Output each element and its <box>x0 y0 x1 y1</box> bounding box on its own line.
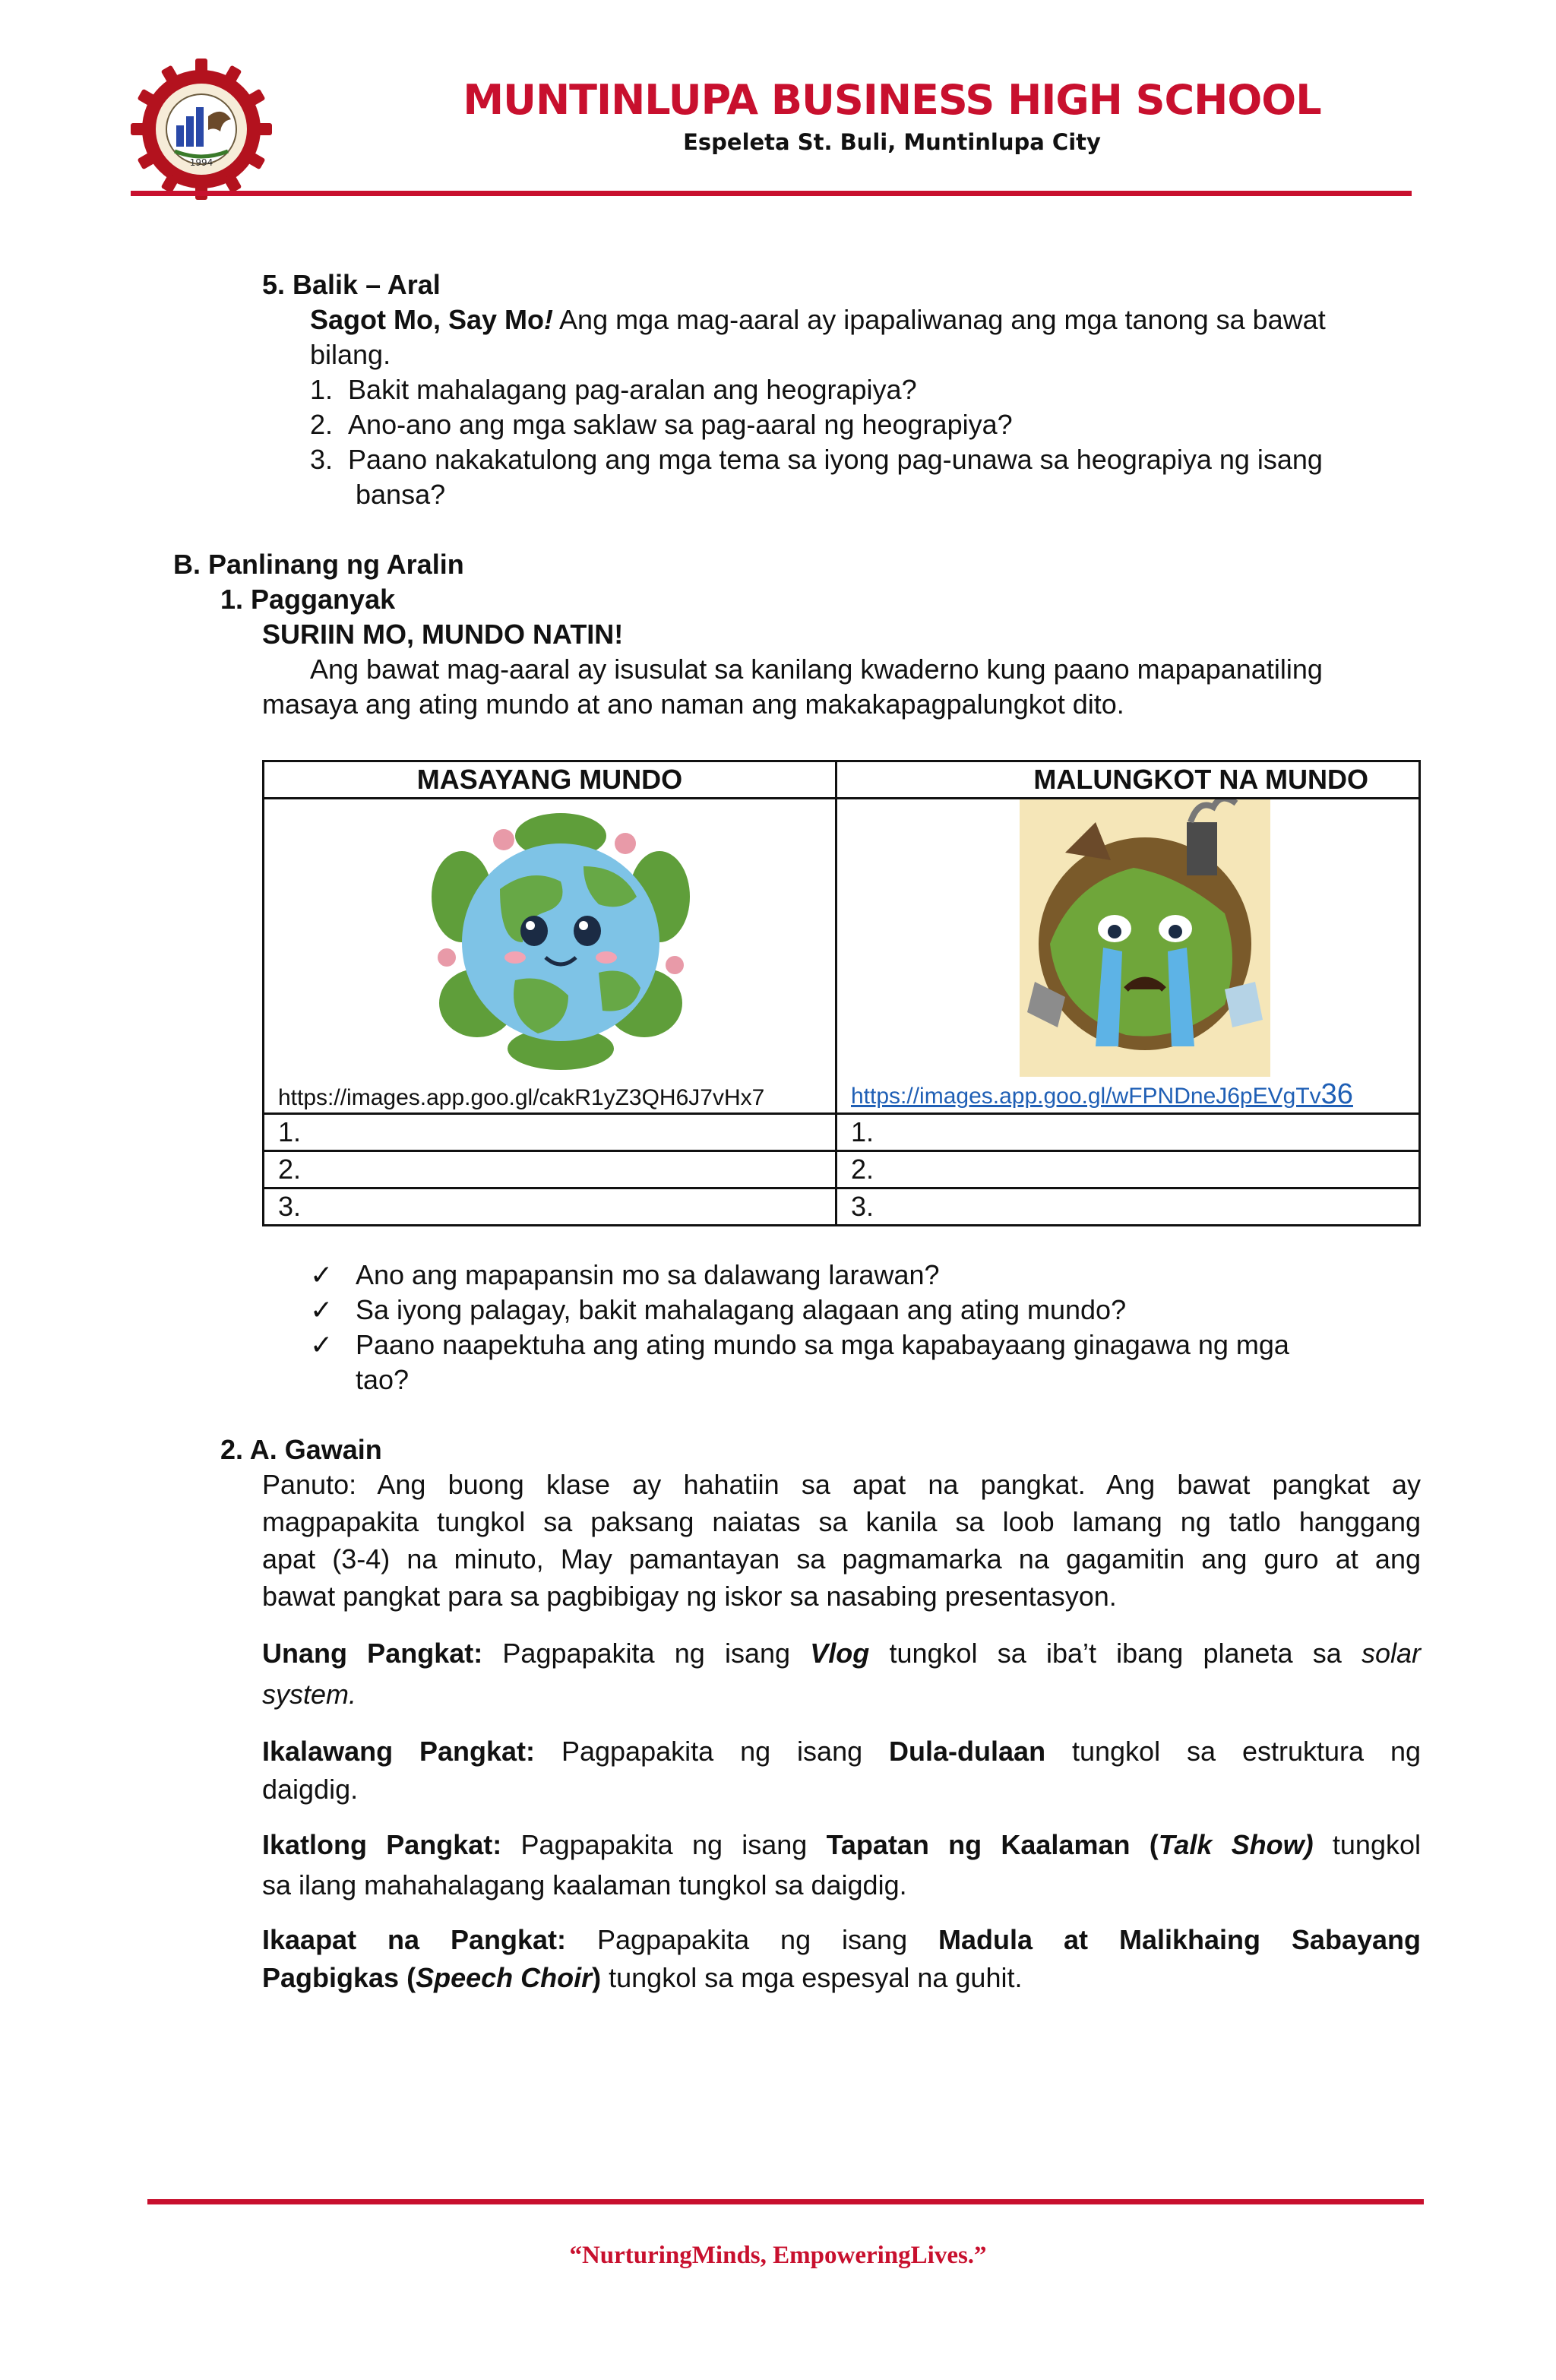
item-text: Ano-ano ang mga saklaw sa pag-aaral ng heograpiya? <box>348 409 1013 440</box>
lead-mark: ! <box>544 304 554 335</box>
checkmark-icon: ✓ <box>310 1294 334 1325</box>
row-number: 1. <box>837 1114 1420 1151</box>
group-text: tungkol <box>1313 1829 1421 1860</box>
question-cont: tao? <box>356 1364 410 1395</box>
activity-title: SURIIN MO, MUNDO NATIN! <box>262 619 624 650</box>
group-format: Dula-dulaan <box>889 1736 1046 1767</box>
item-number: 1. <box>310 374 334 405</box>
panuto-line: bawat pangkat para sa pagbibigay ng iskor sa nasabing presentasyon. <box>262 1581 1117 1612</box>
panuto-line: magpapakita tungkol sa paksang naiatas sa kanila sa loob lamang ng tatlo hanggang <box>262 1506 1421 1537</box>
row-number: 3. <box>264 1188 837 1226</box>
col-header-masaya: MASAYANG MUNDO <box>264 761 837 799</box>
group-format: Talk Show) <box>1158 1829 1314 1860</box>
list-item-cont: bansa? <box>356 479 446 510</box>
checkmark-icon: ✓ <box>310 1259 334 1290</box>
item-text: Bakit mahalagang pag-aralan ang heograpiya? <box>348 374 917 405</box>
group-4-cont <box>262 1961 1022 1995</box>
col-header-malungkot: MALUNGKOT NA MUNDO <box>837 761 1420 799</box>
item-number: 3. <box>310 444 334 475</box>
group-2-cont: daigdig. <box>262 1774 359 1805</box>
group-text: Pagpapakita ng isang <box>482 1638 811 1669</box>
sad-link-tail[interactable]: 36 <box>1320 1078 1353 1110</box>
row-number: 2. <box>837 1151 1420 1188</box>
group-format: ) <box>592 1962 602 1993</box>
balik-aral-lead <box>310 302 1326 337</box>
school-name: MUNTINLUPA BUSINESS HIGH SCHOOL <box>463 76 1321 124</box>
school-address: Espeleta St. Buli, Muntinlupa City <box>683 129 1101 155</box>
lead-bold: Sagot Mo, Say Mo <box>310 304 545 335</box>
sad-earth-source-link[interactable] <box>851 1078 1353 1111</box>
row-number: 3. <box>837 1188 1420 1226</box>
question-text: Ano ang mapapansin mo sa dalawang larawan? <box>356 1259 940 1290</box>
instruction-line: masaya ang ating mundo at ano naman ang makakapagpalungkot dito. <box>262 688 1124 720</box>
group-1 <box>262 1636 1421 1671</box>
list-item <box>310 407 1013 442</box>
header-divider <box>131 191 1412 196</box>
group-label: Unang Pangkat: <box>262 1638 483 1669</box>
list-item <box>310 442 1323 477</box>
group-format: Vlog <box>810 1638 870 1669</box>
item-number: 2. <box>310 409 334 440</box>
group-format: Madula at Malikhaing Sabayang <box>938 1924 1421 1955</box>
mundo-comparison-table <box>262 760 1421 1226</box>
question-text: Paano naapektuha ang ating mundo sa mga kapabayaang ginagawa ng mga <box>356 1329 1289 1360</box>
group-text: Pagpapakita ng isang <box>535 1736 890 1767</box>
footer-divider <box>147 2199 1424 2204</box>
happy-earth-image <box>416 805 705 1071</box>
group-text: tungkol sa iba’t ibang planeta sa <box>869 1638 1362 1669</box>
group-format: Speech Choir <box>416 1962 593 1993</box>
lead-rest: Ang mga mag-aaral ay ipapaliwanag ang mga tanong sa bawat <box>553 304 1326 335</box>
instruction-line: Ang bawat mag-aaral ay isusulat sa kanilang kwaderno kung paano mapapanatiling <box>310 654 1323 685</box>
group-text: solar <box>1361 1638 1422 1669</box>
question-item <box>310 1328 1289 1362</box>
group-text: Pagpapakita ng isang <box>501 1829 827 1860</box>
group-text: tungkol sa mga espesyal na guhit. <box>601 1962 1023 1993</box>
balik-aral-heading: 5. Balik – Aral <box>262 269 441 300</box>
sad-link-main[interactable]: https://images.app.goo.gl/wFPNDneJ6pEVgTv <box>851 1084 1321 1109</box>
happy-earth-source-link[interactable]: https://images.app.goo.gl/cakR1yZ3QH6J7vHx7 <box>278 1085 765 1110</box>
list-item <box>310 372 917 407</box>
table-row <box>264 1114 1420 1151</box>
panuto-line: apat (3-4) na minuto, May pamantayan sa pagmamarka na gagamitin ang guro at ang <box>262 1543 1421 1575</box>
group-label: Ikalawang Pangkat: <box>262 1736 536 1767</box>
group-label: Ikatlong Pangkat: <box>262 1829 502 1860</box>
question-item <box>310 1293 1127 1328</box>
sad-earth-image <box>1020 799 1270 1077</box>
section-b-heading: B. Panlinang ng Aralin <box>173 549 464 580</box>
row-number: 2. <box>264 1151 837 1188</box>
group-text: tungkol sa estruktura ng <box>1045 1736 1422 1767</box>
seal-year: 1994 <box>189 157 213 168</box>
group-4 <box>262 1923 1421 1957</box>
pagganyak-heading: 1. Pagganyak <box>220 584 396 615</box>
table-row <box>264 1151 1420 1188</box>
group-format: Pagbigkas ( <box>262 1962 416 1993</box>
footer-quote: “NurturingMinds, EmpoweringLives.” <box>569 2242 987 2269</box>
group-3-cont: sa ilang mahahalagang kaalaman tungkol sa daigdig. <box>262 1869 907 1901</box>
group-text: Pagpapakita ng isang <box>566 1924 939 1955</box>
question-text: Sa iyong palagay, bakit mahalagang alagaan ang ating mundo? <box>356 1294 1127 1325</box>
row-number: 1. <box>264 1114 837 1151</box>
checkmark-icon: ✓ <box>310 1329 334 1360</box>
sad-earth-cell <box>837 799 1420 1114</box>
group-1-cont: system. <box>262 1679 357 1710</box>
group-3 <box>262 1828 1421 1863</box>
group-label: Ikaapat na Pangkat: <box>262 1924 566 1955</box>
happy-earth-cell <box>264 799 837 1114</box>
item-text: Paano nakakatulong ang mga tema sa iyong pag-unawa sa heograpiya ng isang <box>348 444 1323 475</box>
panuto-line: Panuto: Ang buong klase ay hahatiin sa apat na pangkat. Ang bawat pangkat ay <box>262 1469 1421 1500</box>
group-format: Tapatan ng Kaalaman ( <box>826 1829 1159 1860</box>
balik-aral-lead-cont: bilang. <box>310 339 391 370</box>
group-2 <box>262 1734 1421 1769</box>
table-row <box>264 1188 1420 1226</box>
gawain-heading: 2. A. Gawain <box>220 1434 382 1465</box>
question-item <box>310 1258 940 1293</box>
